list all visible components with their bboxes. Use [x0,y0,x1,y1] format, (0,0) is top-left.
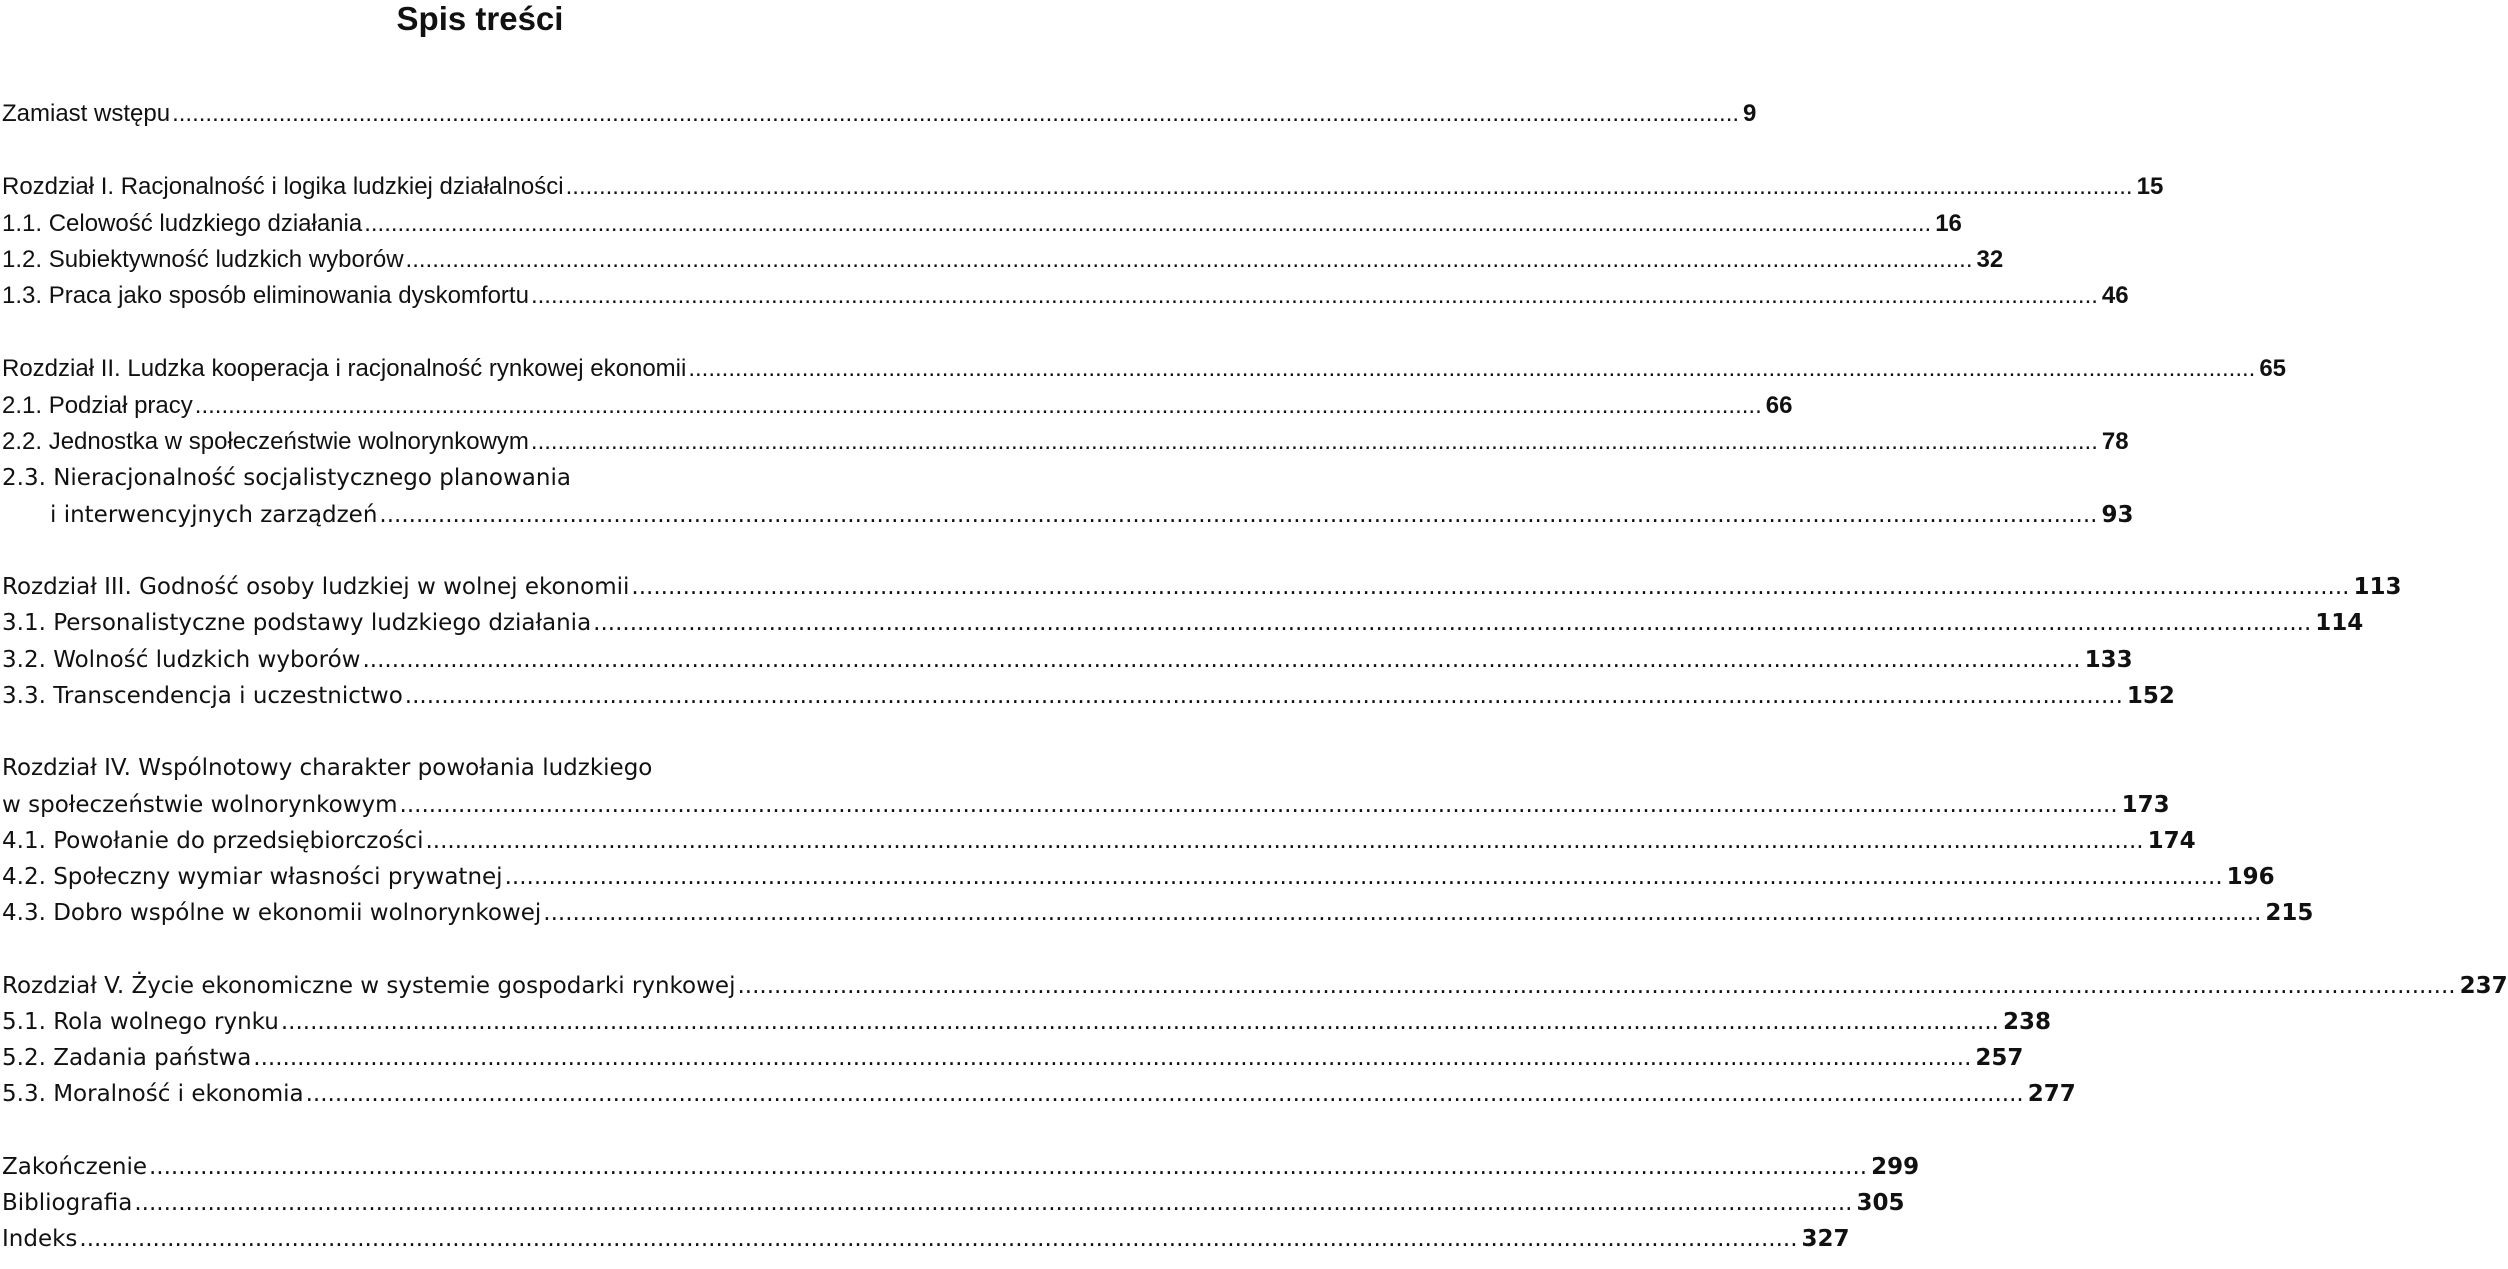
toc-entry-title: Rozdział II. Ludzka kooperacja i racjonalność rynkowej ekonomii [2,355,687,382]
toc-entry [2,242,2004,278]
toc-leader-dots [405,678,2123,714]
toc-entry-title: Zakończenie [2,1154,147,1180]
toc-leader-dots [406,242,1973,278]
toc-entry-title: 3.2. Wolność ludzkich wyborów [2,647,361,673]
toc-leader-dots [737,968,2455,1004]
toc-entry [2,1004,2051,1040]
toc-entry [2,388,1793,424]
toc-entry-title: 4.2. Społeczny wymiar własności prywatnej [2,864,503,890]
toc-entry-title: Bibliografia [2,1190,133,1216]
toc-leader-dots [593,605,2311,641]
toc-entry-title: 2.1. Podział pracy [2,392,193,419]
toc-entry [2,460,956,496]
toc-entry-title: 1.1. Celowość ludzkiego działania [2,210,363,237]
toc-entry-title: 2.2. Jednostka w społeczeństwie wolnorynkowym [2,428,529,455]
toc-page-number: 114 [2315,610,2364,636]
toc-page-number: 66 [1765,392,1793,419]
toc-page-number: 196 [2226,864,2275,890]
toc-page-number: 113 [2353,574,2402,600]
toc-page-number: 78 [2101,428,2129,455]
toc-page-number: 46 [2101,282,2129,309]
toc-entry [2,96,1757,132]
toc-entry-title: 1.3. Praca jako sposób eliminowania dyskomfortu [2,282,529,309]
toc-leader-dots [172,96,1739,132]
toc-entry [2,497,2134,533]
toc-leader-dots [531,278,2098,314]
toc-entry-title: i interwencyjnych zarządzeń [50,502,378,528]
toc-entry [2,787,2170,823]
toc-leader-dots [631,569,2349,605]
toc-leader-dots [400,787,2118,823]
toc-entry [2,823,2196,859]
toc-page-number: 152 [2126,683,2175,709]
toc-page-number: 237 [2459,973,2508,999]
toc-page-number: 93 [2101,502,2134,528]
toc-entry-title: Rozdział V. Życie ekonomiczne w systemie gospodarki rynkowej [2,973,736,999]
toc-leader-dots [531,424,2098,460]
toc-entry [2,424,2129,460]
toc-leader-dots [362,642,2080,678]
toc-entry [2,1040,2024,1076]
toc-entry [2,206,1962,242]
toc-entry [2,569,2402,605]
toc-entry-title: Indeks [2,1226,78,1252]
toc-page-number: 215 [2265,900,2314,926]
toc-page-number: 305 [1856,1190,1905,1216]
toc-entry [2,605,2364,641]
toc-entry-title: 4.1. Powołanie do przedsiębiorczości [2,828,424,854]
toc-entry-title: 3.1. Personalistyczne podstawy ludzkiego działania [2,610,592,636]
toc-entry-title: 5.1. Rola wolnego rynku [2,1009,279,1035]
toc-page-number: 257 [1975,1045,2024,1071]
toc-entry [2,278,2129,314]
toc-entry [2,1149,1920,1185]
toc-entry [2,169,2164,205]
toc-page-number: 173 [2121,792,2170,818]
toc-leader-dots [543,895,2261,931]
toc-leader-dots [379,497,2097,533]
toc-leader-dots [688,351,2255,387]
toc-entry-title: Rozdział III. Godność osoby ludzkiej w wolnej ekonomii [2,574,630,600]
toc-page-number: 9 [1743,100,1757,127]
toc-page-number: 16 [1935,210,1962,237]
toc-entry-title: w społeczeństwie wolnorynkowym [2,792,398,818]
toc-entry-title: 3.3. Transcendencja i uczestnictwo [2,683,403,709]
toc-entry [2,1076,2076,1112]
toc-entry [2,642,2133,678]
toc-leader-dots [364,206,1931,242]
toc-entry-title: Rozdział I. Racjonalność i logika ludzkiej działalności [2,173,564,200]
toc-page-number: 15 [2136,173,2164,200]
toc-entry [2,859,2275,895]
toc-entry-title: Zamiast wstępu [2,100,171,127]
toc-entry-title: 5.3. Moralność i ekonomia [2,1081,304,1107]
toc-entry [2,895,2314,931]
toc-leader-dots [79,1221,1797,1257]
toc-entry-title: 5.2. Zadania państwa [2,1045,252,1071]
toc-entry [2,1221,1850,1257]
toc-leader-dots [281,1004,1999,1040]
toc-page-number: 238 [2002,1009,2051,1035]
toc-entry [2,750,956,786]
toc-entry [2,351,2287,387]
toc-entry-title: 2.3. Nieracjonalność socjalistycznego planowania [2,465,571,491]
toc-entry [2,678,2175,714]
toc-page-number: 299 [1871,1154,1920,1180]
toc-leader-dots [505,859,2223,895]
toc-page-number: 277 [2027,1081,2076,1107]
toc-leader-dots [306,1076,2024,1112]
toc-page-number: 65 [2259,355,2287,382]
toc-page-number: 133 [2084,647,2133,673]
toc-leader-dots [195,388,1762,424]
toc-entry-title: 4.3. Dobro wspólne w ekonomii wolnorynkowej [2,900,542,926]
toc-leader-dots [566,169,2133,205]
toc-page-number: 32 [1976,246,2004,273]
toc-page-number: 174 [2147,828,2196,854]
toc-entry-title: Rozdział IV. Wspólnotowy charakter powołania ludzkiego [2,755,653,781]
toc-entry-title: 1.2. Subiektywność ludzkich wyborów [2,246,404,273]
toc-leader-dots [134,1185,1852,1221]
toc-leader-dots [149,1149,1867,1185]
toc-leader-dots [253,1040,1971,1076]
toc-entry [2,1185,1905,1221]
toc-page-number: 327 [1801,1226,1850,1252]
page-title: Spis treści [396,0,564,37]
toc-leader-dots [425,823,2143,859]
toc-entry [2,968,2508,1004]
